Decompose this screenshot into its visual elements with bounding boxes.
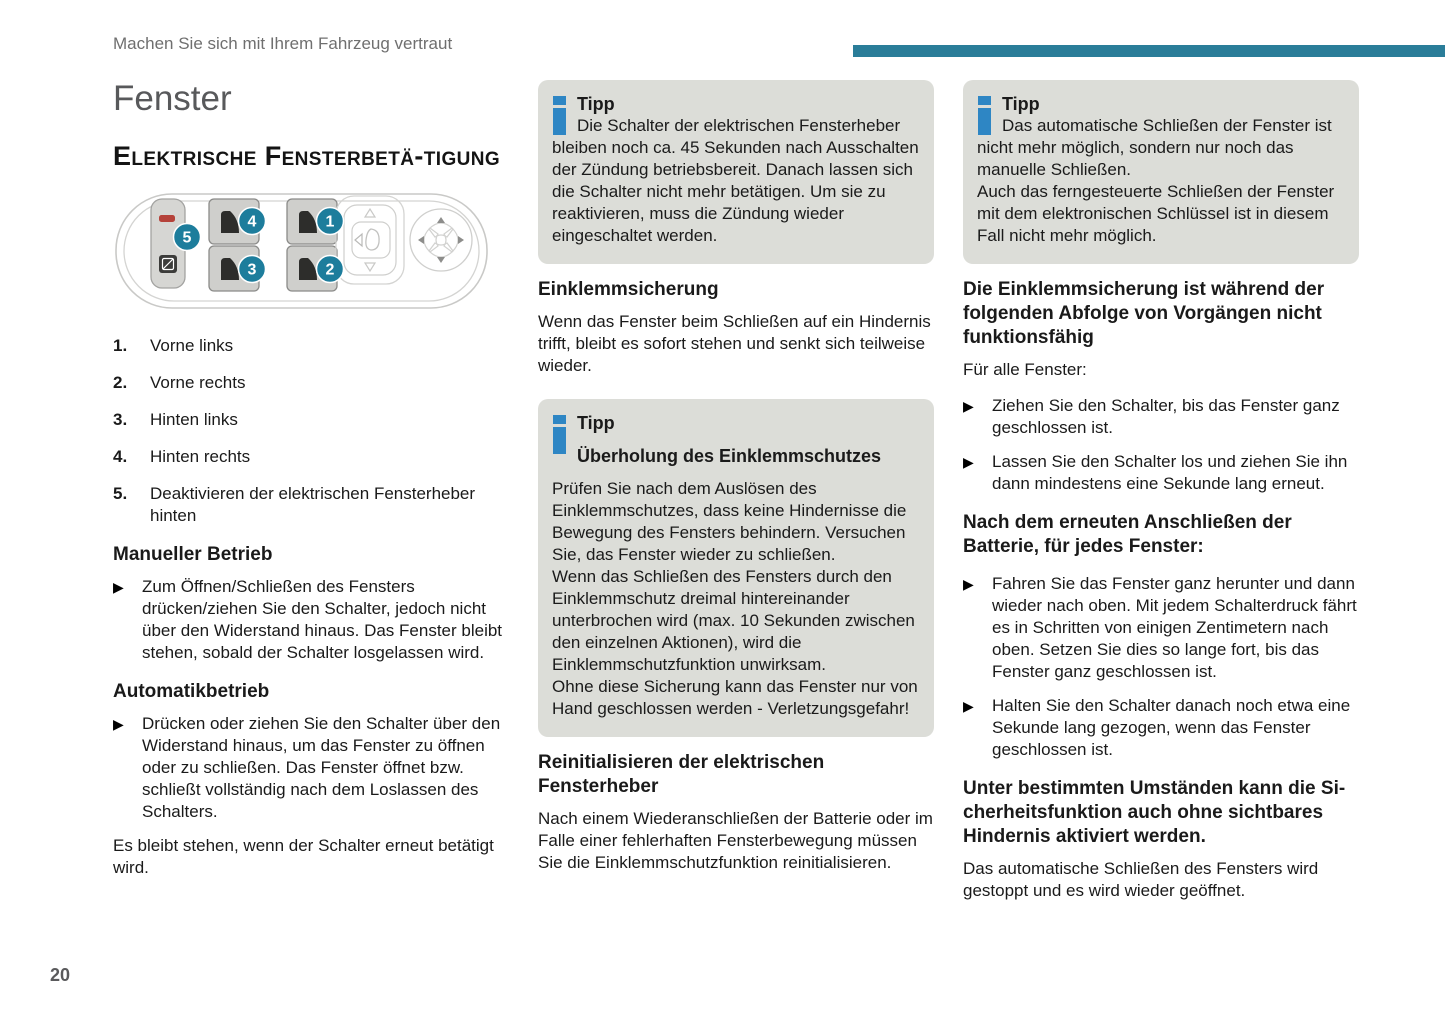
body-paragraph: Das automatische Schließen des Fensters wird gestoppt und es wird wieder geöffnet.: [963, 859, 1319, 900]
running-header: Machen Sie sich mit Ihrem Fahrzeug vertraut: [113, 34, 453, 53]
instruction-bullet: [963, 451, 1359, 495]
legend-item: [113, 335, 513, 357]
tip-box: [538, 80, 934, 264]
instruction-text: Halten Sie den Schalter danach noch etwa eine Sekunde lang gezogen, wenn das Fenster geschlossen ist.: [992, 696, 1351, 759]
down-arrow-icon: [365, 263, 375, 271]
heading-antipinch-inactive: Die Einklemmsicherung ist während der folgenden Abfolge von Vorgängen nicht funktionsfähig: [963, 279, 1325, 348]
page-title: Fenster: [113, 79, 232, 118]
heading-after-battery: Nach dem erneuten Anschließen der Batterie, für jedes Fenster:: [963, 512, 1292, 557]
info-icon: [978, 96, 991, 135]
instruction-text: Fahren Sie das Fenster ganz herunter und dann wieder nach oben. Mit jedem Schalterdruck fährt es in Schritten von einigen Zentimetern nach oben. Setzen Sie dies so lange fort, bis das Fenster ganz geschlossen ist.: [992, 574, 1357, 681]
legend-label: Vorne rechts: [150, 373, 246, 392]
door-panel-illustration: [113, 189, 491, 313]
instruction-bullet: [113, 576, 513, 664]
badge-3: 3: [247, 261, 257, 279]
legend-label: Vorne links: [150, 336, 234, 355]
tip-subheading: Überholung des Einklemmschutzes: [577, 446, 882, 466]
body-paragraph: Es bleibt stehen, wenn der Schalter erneut betätigt wird.: [113, 836, 494, 877]
legend-number: 2.: [113, 373, 128, 392]
body-paragraph: Nach einem Wiederanschließen der Batterie oder im Falle einer fehlerhaften Fensterbewegung müssen Sie die Einklemmschutzfunktion reinitialisieren.: [538, 809, 933, 872]
tip-text: Auch das ferngesteuerte Schließen der Fenster mit dem elektronischen Schlüssel ist in diesem Fall nicht mehr möglich.: [977, 182, 1335, 245]
column-left: [113, 80, 513, 889]
mirror-glass-icon: [366, 229, 379, 250]
instruction-text: Drücken oder ziehen Sie den Schalter über den Widerstand hinaus, um das Fenster zu öffnen oder zu schließen. Das Fenster öffnet bzw. schließt vollständig nach dem Loslassen des Schalters.: [142, 714, 501, 821]
badge-5: 5: [182, 229, 192, 247]
body-paragraph: Für alle Fenster:: [963, 360, 1087, 379]
legend-number: 4.: [113, 447, 128, 466]
arrow-bullet-icon: ▶: [963, 398, 974, 414]
instruction-text: Zum Öffnen/Schließen des Fensters drücken/ziehen Sie den Schalter, jedoch nicht über den Widerstand hinaus. Das Fenster bleibt stehen, sobald der Schalter losgelassen wird.: [142, 577, 503, 662]
info-icon: [553, 415, 566, 454]
legend-item: [113, 372, 513, 394]
number-badges: [174, 208, 344, 283]
section-heading: Elektrische Fensterbetä-tigung: [113, 141, 501, 171]
instruction-bullet: [963, 573, 1359, 683]
tip-box: [538, 399, 934, 737]
diagram-legend: [113, 335, 513, 527]
badge-1: 1: [325, 213, 335, 231]
arrow-bullet-icon: ▶: [963, 576, 974, 592]
down-arrow-icon: [437, 257, 445, 263]
left-arrow-icon: [418, 236, 424, 244]
door-panel-diagram: [113, 189, 513, 319]
legend-number: 3.: [113, 410, 128, 429]
arrow-bullet-icon: ▶: [963, 698, 974, 714]
page-number: 20: [50, 965, 71, 985]
body-paragraph: Wenn das Fenster beim Schließen auf ein Hindernis trifft, bleibt es sofort stehen und senkt sich teilweise wieder.: [538, 312, 931, 375]
instruction-text: Ziehen Sie den Schalter, bis das Fenster ganz geschlossen ist.: [992, 396, 1340, 437]
heading-safety-function: Unter bestimmten Umständen kann die Si-cherheitsfunktion auch ohne sichtbares Hindernis aktiviert werden.: [963, 778, 1346, 847]
up-arrow-icon: [365, 209, 375, 217]
legend-label: Hinten rechts: [150, 447, 251, 466]
tip-text: Prüfen Sie nach dem Auslösen des Einklemmschutzes, dass keine Hindernisse die Bewegung des Fensters behindern. Versuchen Sie, das Fenster wieder zu schließen.: [552, 479, 907, 564]
right-arrow-icon: [458, 236, 464, 244]
tip-box: [963, 80, 1359, 264]
instruction-bullet: [113, 713, 513, 823]
badge-4: 4: [247, 213, 257, 231]
up-arrow-icon: [437, 217, 445, 223]
legend-number: 5.: [113, 484, 128, 503]
tip-text: Wenn das Schließen des Fensters durch den Einklemmschutz dreimal hintereinander unterbrochen wird (max. 10 Sekunden zwischen den einzelnen Aktionen), wird die Einklemmschutzfunktion unwirksam.: [552, 567, 915, 674]
accent-bar: [853, 45, 1445, 57]
tip-label: Tipp: [577, 413, 615, 433]
tip-text: Die Schalter der elektrischen Fensterheber bleiben noch ca. 45 Sekunden nach Ausschalten der Zündung betriebsbereit. Danach lassen sich die Schalter nicht mehr betätigen. Um sie zu reaktivieren, muss die Zündung wieder eingeschaltet werden.: [552, 116, 919, 245]
instruction-text: Lassen Sie den Schalter los und ziehen Sie ihn dann mindestens eine Sekunde lang erneut.: [992, 452, 1348, 493]
arrow-bullet-icon: ▶: [963, 454, 974, 470]
heading-antipinch: Einklemmsicherung: [538, 279, 719, 300]
tip-text: Das automatische Schließen der Fenster ist nicht mehr möglich, sondern nur noch das manuelle Schließen.: [977, 116, 1332, 179]
led-indicator: [159, 215, 175, 222]
mirror-control: [336, 196, 404, 284]
left-arrow-icon: [355, 234, 362, 246]
heading-automatic-operation: Automatikbetrieb: [113, 681, 270, 702]
column-middle: [538, 80, 934, 884]
legend-item: [113, 483, 513, 527]
instruction-bullet: [963, 395, 1359, 439]
tip-label: Tipp: [577, 94, 615, 114]
legend-label: Hinten links: [150, 410, 238, 429]
instruction-bullet: [963, 695, 1359, 761]
heading-manual-operation: Manueller Betrieb: [113, 544, 273, 565]
column-right: [963, 80, 1359, 912]
tip-text: Ohne diese Sicherung kann das Fenster nur von Hand geschlossen werden - Verletzungsgefahr!: [552, 677, 918, 718]
info-icon: [553, 96, 566, 135]
legend-item: [113, 446, 513, 468]
arrow-bullet-icon: ▶: [113, 716, 124, 732]
tip-label: Tipp: [1002, 94, 1040, 114]
window-switches: [209, 199, 337, 291]
legend-label: Deaktivieren der elektrischen Fensterheber hinten: [150, 484, 476, 525]
arrow-bullet-icon: ▶: [113, 579, 124, 595]
four-way-pad: [410, 209, 472, 271]
heading-reinitialize: Reinitialisieren der elektrischen Fensterheber: [538, 752, 825, 797]
legend-number: 1.: [113, 336, 128, 355]
legend-item: [113, 409, 513, 431]
badge-2: 2: [325, 261, 335, 279]
